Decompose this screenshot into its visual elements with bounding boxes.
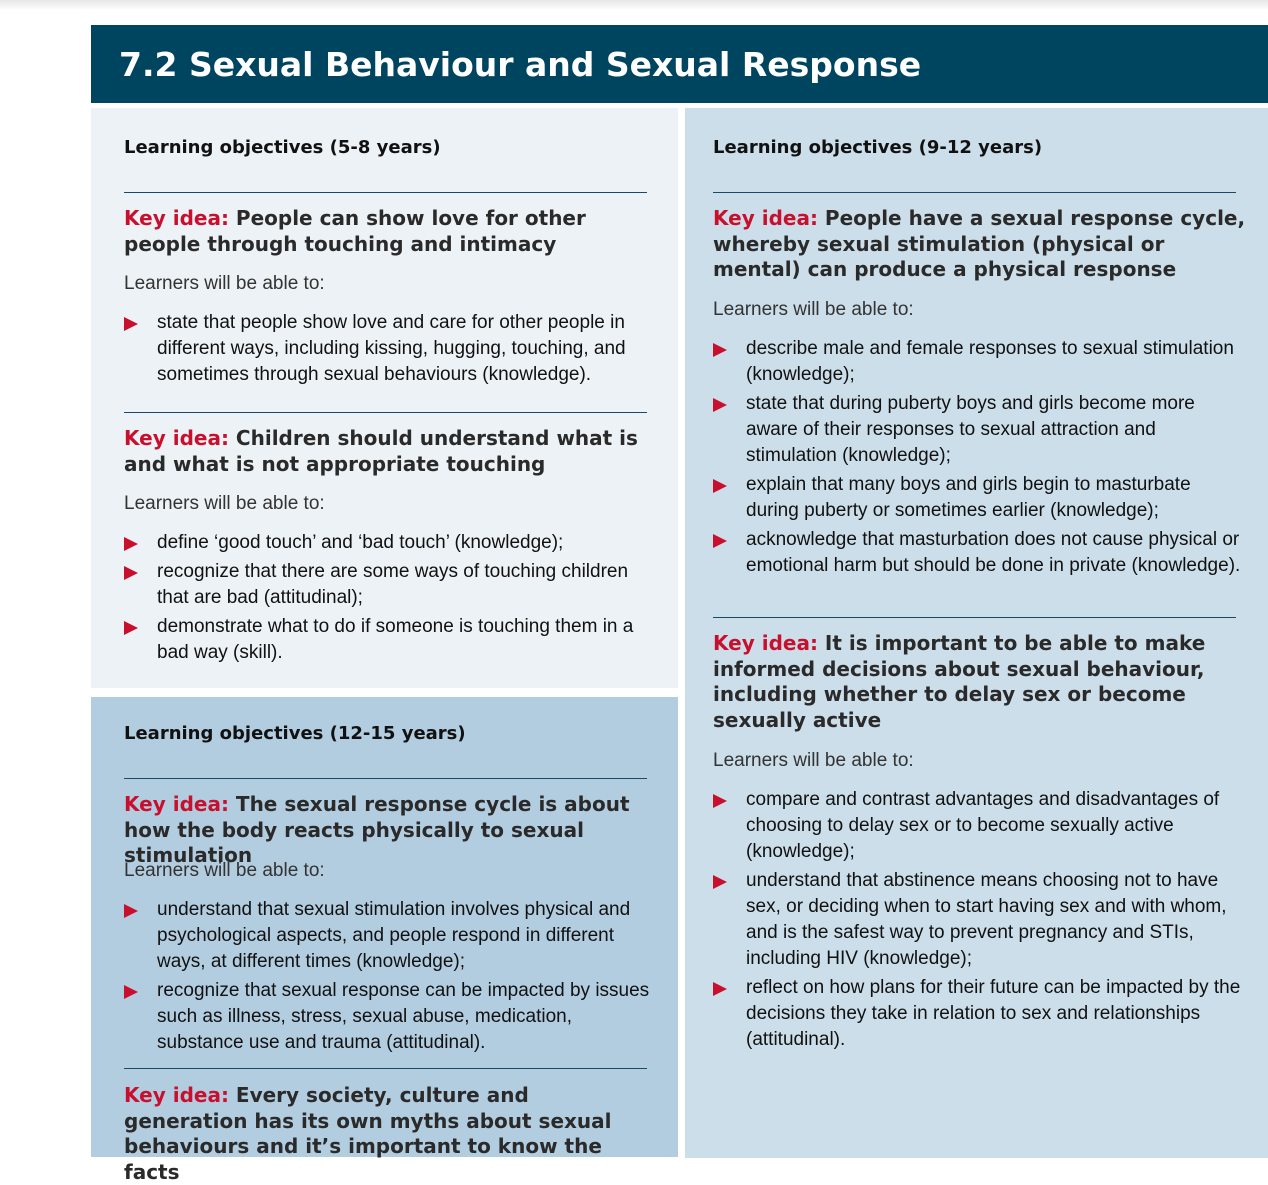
- list-item: [713, 975, 1245, 1053]
- divider: [124, 412, 647, 413]
- key-idea-label: Key idea:: [124, 792, 229, 816]
- list-item: [713, 391, 1245, 469]
- key-idea-heading: [713, 206, 1248, 283]
- list-item: [124, 897, 656, 975]
- key-idea-title: It is important to be able to make informed decisions about sexual behaviour, including whether to delay sex or become sexually active: [713, 631, 1206, 732]
- red-triangle-bullet-icon: [124, 904, 138, 918]
- objectives-heading-12-15: Learning objectives (12-15 years): [124, 723, 466, 744]
- red-triangle-bullet-icon: [124, 985, 138, 999]
- list-item-text: acknowledge that masturbation does not cause physical or emotional harm but should be done in private (knowledge).: [746, 529, 1241, 576]
- list-item-text: explain that many boys and girls begin to masturbate during puberty or sometimes earlier (knowledge);: [746, 474, 1191, 521]
- list-item-text: compare and contrast advantages and disadvantages of choosing to delay sex or to become sexually active (knowledge);: [746, 789, 1220, 862]
- list-item-text: understand that abstinence means choosing not to have sex, or deciding when to start having sex and with whom, and is the safest way to prevent pregnancy and STIs, including HIV (knowledge);: [746, 870, 1227, 969]
- list-item-text: reflect on how plans for their future can be impacted by the decisions they take in relation to sex and relationships (attitudinal).: [746, 977, 1241, 1050]
- key-idea-heading: [124, 206, 654, 257]
- bullet-list: [713, 336, 1245, 582]
- learners-intro: Learners will be able to:: [124, 493, 325, 514]
- red-triangle-bullet-icon: [713, 343, 727, 357]
- list-item-text: state that during puberty boys and girls become more aware of their responses to sexual attraction and stimulation (knowledge);: [746, 393, 1195, 466]
- red-triangle-bullet-icon: [124, 537, 138, 551]
- key-idea-label: Key idea:: [713, 206, 818, 230]
- key-idea-title: People can show love for other people through touching and intimacy: [124, 206, 586, 256]
- list-item: [713, 336, 1245, 388]
- panel-ages-9-12: [685, 108, 1268, 1158]
- list-item-text: demonstrate what to do if someone is touching them in a bad way (skill).: [157, 616, 634, 663]
- list-item-text: recognize that there are some ways of touching children that are bad (attitudinal);: [157, 561, 629, 608]
- bullet-list: [713, 787, 1245, 1056]
- learners-intro: Learners will be able to:: [124, 273, 325, 294]
- red-triangle-bullet-icon: [713, 875, 727, 889]
- list-item: [713, 472, 1245, 524]
- divider: [124, 1068, 647, 1069]
- list-item: [713, 787, 1245, 865]
- red-triangle-bullet-icon: [124, 621, 138, 635]
- key-idea-heading: [124, 792, 654, 869]
- list-item-text: state that people show love and care for other people in different ways, including kissing, hugging, touching, and sometimes through sexual behaviours (knowledge).: [157, 312, 626, 385]
- list-item: [124, 530, 656, 556]
- key-idea-title: The sexual response cycle is about how the body reacts physically to sexual stimulation: [124, 792, 630, 867]
- page-top-shadow: [0, 0, 1268, 10]
- key-idea-label: Key idea:: [713, 631, 818, 655]
- key-idea-heading: [713, 631, 1248, 733]
- objectives-heading-5-8: Learning objectives (5-8 years): [124, 137, 441, 158]
- divider: [713, 192, 1236, 193]
- list-item-text: understand that sexual stimulation involves physical and psychological aspects, and people respond in different ways, at different times (knowledge);: [157, 899, 631, 972]
- list-item: [713, 868, 1245, 972]
- page-title: 7.2 Sexual Behaviour and Sexual Response: [119, 45, 922, 84]
- list-item-text: recognize that sexual response can be impacted by issues such as illness, stress, sexual abuse, medication, substance use and trauma (attitudinal).: [157, 980, 650, 1053]
- list-item: [124, 310, 656, 388]
- red-triangle-bullet-icon: [713, 398, 727, 412]
- red-triangle-bullet-icon: [713, 982, 727, 996]
- learners-intro: Learners will be able to:: [124, 860, 325, 881]
- learners-intro: Learners will be able to:: [713, 750, 914, 771]
- list-item: [124, 559, 656, 611]
- list-item: [713, 527, 1245, 579]
- key-idea-title: People have a sexual response cycle, whereby sexual stimulation (physical or mental) can produce a physical response: [713, 206, 1246, 281]
- objectives-heading-9-12: Learning objectives (9-12 years): [713, 137, 1043, 158]
- bullet-list: [124, 897, 656, 1059]
- panel-ages-5-8: [91, 108, 678, 688]
- key-idea-label: Key idea:: [124, 426, 229, 450]
- red-triangle-bullet-icon: [713, 479, 727, 493]
- learners-intro: Learners will be able to:: [713, 299, 914, 320]
- red-triangle-bullet-icon: [713, 794, 727, 808]
- red-triangle-bullet-icon: [124, 566, 138, 580]
- list-item: [124, 978, 656, 1056]
- key-idea-heading: [124, 1083, 654, 1185]
- panel-ages-12-15: [91, 697, 678, 1184]
- bullet-list: [124, 310, 656, 391]
- divider: [713, 617, 1236, 618]
- bullet-list: [124, 530, 656, 669]
- divider: [124, 778, 647, 779]
- key-idea-title: Children should understand what is and what is not appropriate touching: [124, 426, 638, 476]
- key-idea-title: Every society, culture and generation has its own myths about sexual behaviours and it’s important to know the facts: [124, 1083, 612, 1184]
- list-item-text: describe male and female responses to sexual stimulation (knowledge);: [746, 338, 1234, 385]
- red-triangle-bullet-icon: [124, 317, 138, 331]
- key-idea-heading: [124, 426, 654, 477]
- title-bar: [91, 25, 1268, 103]
- list-item-text: define ‘good touch’ and ‘bad touch’ (knowledge);: [157, 532, 564, 553]
- divider: [124, 192, 647, 193]
- list-item: [124, 614, 656, 666]
- red-triangle-bullet-icon: [713, 534, 727, 548]
- key-idea-label: Key idea:: [124, 206, 229, 230]
- key-idea-label: Key idea:: [124, 1083, 229, 1107]
